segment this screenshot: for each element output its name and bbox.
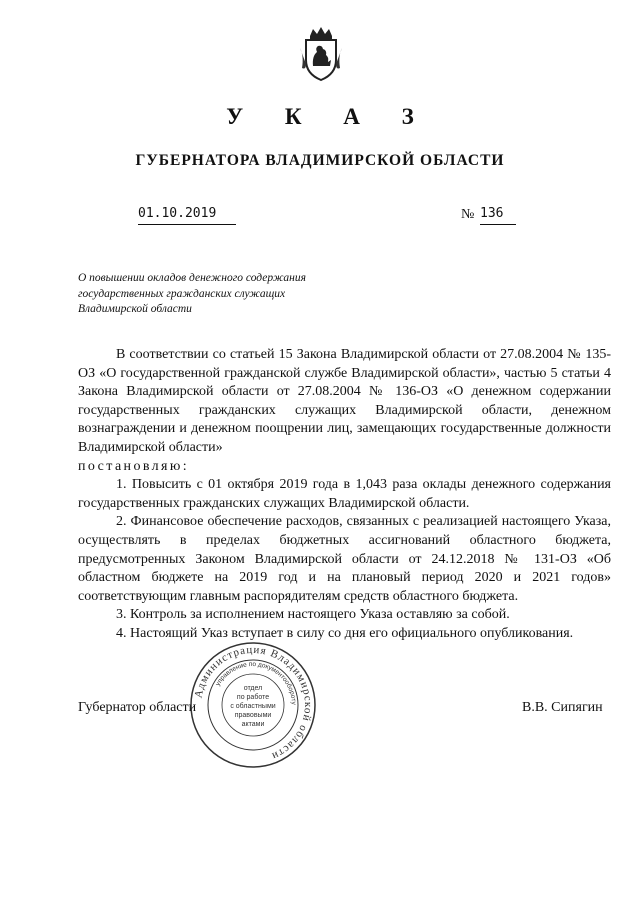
subject-line: О повышении окладов денежного содержания xyxy=(78,272,306,284)
document-number: 136 xyxy=(480,206,516,225)
coat-of-arms-emblem xyxy=(298,26,344,82)
official-stamp xyxy=(188,640,318,770)
stamp-center-line: правовыми xyxy=(234,712,272,719)
document-issuer: ГУБЕРНАТОРА ВЛАДИМИРСКОЙ ОБЛАСТИ xyxy=(135,152,505,169)
document-date: 01.10.2019 xyxy=(138,206,236,225)
decree-item-4: 4. Настоящий Указ вступает в силу со дня его официального опубликования. xyxy=(116,625,574,641)
decree-item-2: 2. Финансовое обеспечение расходов, связанных с реализацией настоящего Указа, осуществлять в пределах бюджетных ассигнований областного бюджета, предусмотренных Законом Владимирской области от 24.12.2018 № 131-ОЗ «Об областном бюджете на 2019 год и на плановый период 2020 и 2021 годов» соответствующим главным распорядителям средств областного бюджета. xyxy=(78,514,611,604)
decree-word: постановляю: xyxy=(78,458,190,474)
signer-position: Губернатор области xyxy=(78,700,197,715)
preamble-paragraph: В соответствии со статьей 15 Закона Владимирской области от 27.08.2004 № 135-ОЗ «О государственной гражданской службе Владимирской области», частью 5 статьи 4 Закона Владимирской области от 27.08.2004 № 136-ОЗ «О денежном содержании государственных гражданских служащих Владимирской области, денежном вознаграждении и денежном поощрении лиц, замещающих государственные должности Владимирской области» xyxy=(78,347,611,455)
stamp-center-line: по работе xyxy=(236,694,270,701)
stamp-inner-text: управление по документообороту xyxy=(214,660,298,705)
document-subject xyxy=(78,271,368,318)
document-body xyxy=(78,346,611,644)
stamp-center-line: отдел xyxy=(243,685,263,692)
stamp-center-line: актами xyxy=(241,721,265,728)
subject-line: Владимирской области xyxy=(78,303,192,315)
signer-name: В.В. Сипягин xyxy=(522,700,603,715)
document-title: У К А З xyxy=(226,104,432,129)
number-sign: № xyxy=(461,207,475,222)
decree-item-1: 1. Повысить с 01 октября 2019 года в 1,043 раза оклады денежного содержания государственных гражданских служащих Владимирской области. xyxy=(78,477,611,511)
stamp-outer-text: Администрация Владимирской области xyxy=(192,643,315,763)
decree-item-3: 3. Контроль за исполнением настоящего Указа оставляю за собой. xyxy=(116,607,510,623)
stamp-center-line: с областными xyxy=(230,703,276,710)
subject-line: государственных гражданских служащих xyxy=(78,287,286,300)
